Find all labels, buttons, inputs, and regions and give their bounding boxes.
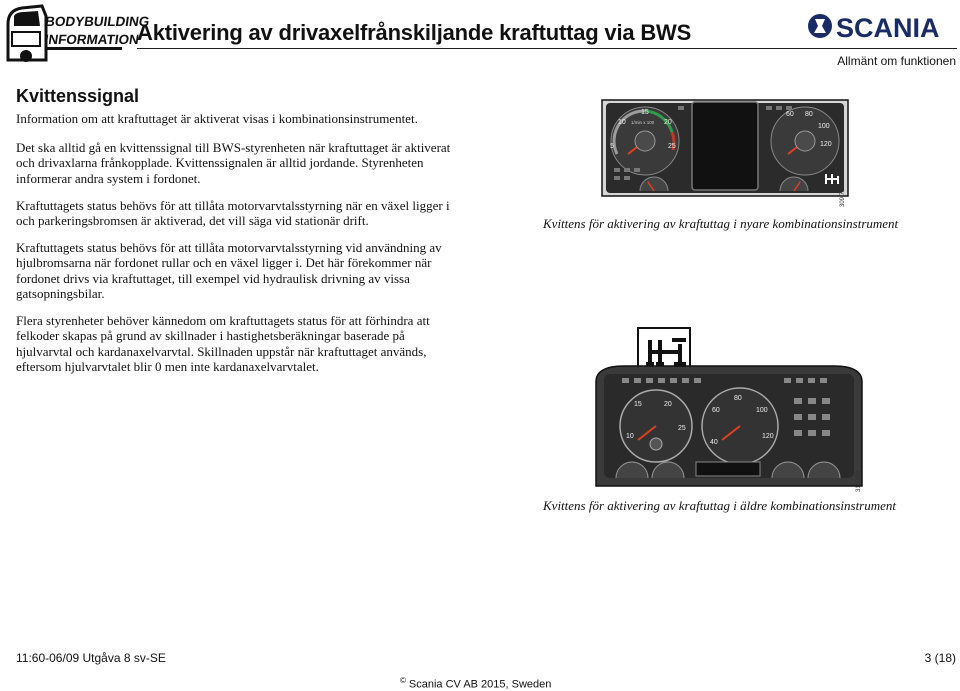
tick-label: 5 (610, 143, 614, 150)
tick-label: 15 (641, 109, 649, 116)
page-number: 3 (18) (924, 651, 956, 665)
tick-label: 120 (820, 141, 832, 148)
odometer-display (696, 462, 760, 476)
tick-label: 60 (786, 111, 794, 118)
tick-label: 100 (756, 407, 768, 414)
bodybuilding-information-logo (2, 2, 151, 64)
center-display (692, 102, 758, 190)
tick-label: 20 (664, 401, 672, 408)
truck-icon (8, 6, 46, 62)
tick-label: 80 (805, 111, 813, 118)
tick-label: 10 (626, 433, 634, 440)
header-rule (137, 48, 957, 49)
tick-label: 25 (678, 425, 686, 432)
figure-caption-new: Kvittens för aktivering av kraftuttag i nyare kombinationsinstrument (543, 216, 899, 231)
figure-caption-old: Kvittens för aktivering av kraftuttag i äldre kombinationsinstrument (543, 498, 897, 513)
speedometer-gauge (702, 388, 778, 464)
paragraph-intro: Information om att kraftuttaget är aktiverat visas i kombinationsinstrumentet. (16, 111, 418, 126)
speedometer-gauge (771, 107, 839, 175)
older-instrument-cluster (594, 326, 864, 496)
copyright-symbol: © (400, 676, 406, 685)
tick-label: 20 (664, 119, 672, 126)
tachometer-gauge (620, 390, 692, 462)
figure-id: 309 722 (840, 185, 846, 207)
tick-label: 100 (818, 123, 830, 130)
copyright-notice (400, 676, 551, 691)
tick-label: 60 (712, 407, 720, 414)
scania-logo (806, 10, 956, 42)
document-reference: 11:60-06/09 Utgåva 8 sv-SE (16, 651, 166, 665)
newer-instrument-cluster (600, 96, 850, 212)
tick-label: 25 (668, 143, 676, 150)
tick-label: 80 (734, 395, 742, 402)
tachometer-gauge (610, 107, 679, 175)
logo-line-1: BODYBUILDING (44, 14, 151, 29)
copyright-text: Scania CV AB 2015, Sweden (408, 678, 552, 691)
figure-id: 311 419 (856, 470, 862, 492)
griffin-icon (808, 14, 832, 38)
paragraph-control-units: Flera styrenheter behöver kännedom om kraftuttagets status för att förhindra att felkoder skapas på grund av skillnader i hastighetsberäkningar baserade på hjulvarvtal och kardanaxelvarvtal. Skillnaden uppstår när kraftuttaget används, eftersom hjulvarvtalet blir 0 men inte kardanaxelvarvtalet. (16, 313, 430, 375)
tick-label: 40 (710, 439, 718, 446)
paragraph-stationary: Kraftuttagets status behövs för att tillåta motorvarvtalsstyrning när en växel ligger i och parkeringsbromsen är aktiverad, det vill säga vid stationär drift. (16, 198, 450, 229)
paragraph-rolling: Kraftuttagets status behövs för att tillåta motorvarvtalsstyrning vid användning av hjulbromsarna när fordonet rullar och en växel ligger i. Det här förekommer när fordonet drivs via kraftuttaget, till exempel vid hydraulisk drivning av vissa gatsopningsbilar. (16, 240, 442, 302)
scania-wordmark: SCANIA (836, 13, 940, 43)
document-title: Aktivering av drivaxelfrånskiljande kraftuttag via BWS (137, 20, 692, 45)
gauge-unit: 1/min x 100 (631, 120, 655, 125)
tick-label: 120 (762, 433, 774, 440)
section-label: Allmänt om funktionen (837, 54, 956, 68)
paragraph-signal: Det ska alltid gå en kvittenssignal till BWS-styrenheten när kraftuttaget är aktiverat och drivaxlarna frånkopplade. Kvittenssignalen är alltid jordande. Styrenheten informerar andra system i fordonet. (16, 140, 451, 186)
page-heading: Kvittenssignal (16, 86, 140, 106)
tick-label: 15 (634, 401, 642, 408)
tick-label: 10 (618, 119, 626, 126)
logo-line-2: INFORMATION (43, 32, 140, 47)
